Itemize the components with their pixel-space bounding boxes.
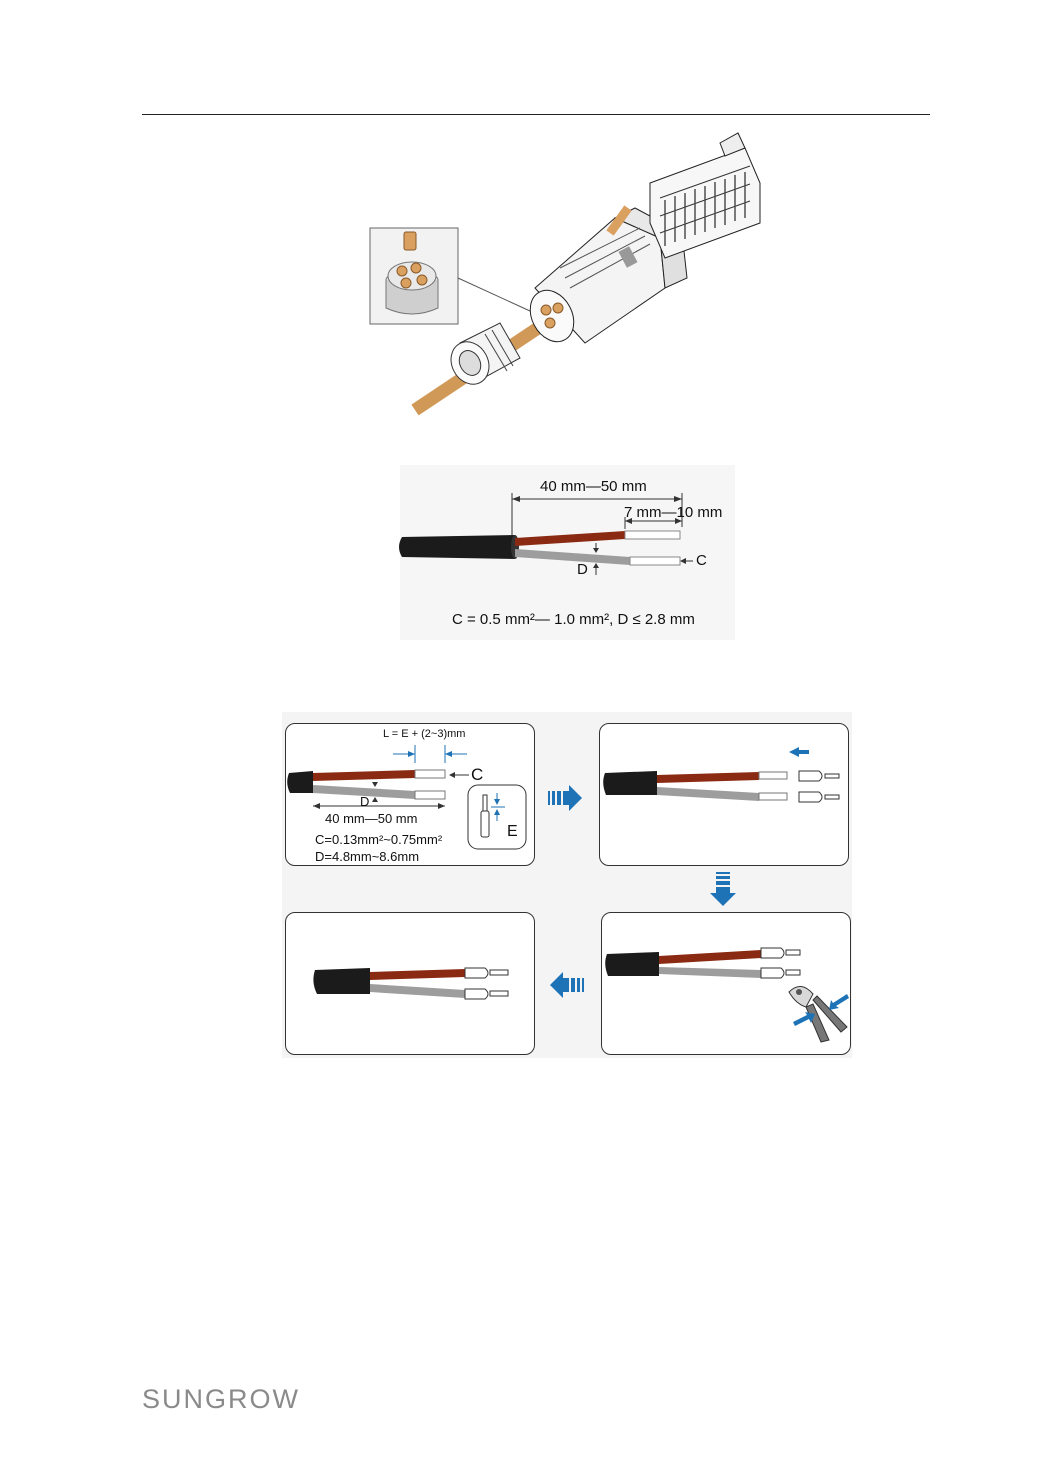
l-formula: L = E + (2~3)mm	[383, 728, 466, 740]
terminal-plug	[650, 133, 760, 258]
label-d: D	[577, 561, 588, 578]
grey-conductor	[630, 557, 680, 565]
flow-arrow-down-icon	[710, 872, 736, 908]
step1-dimension: 40 mm—50 mm	[325, 811, 418, 826]
connector-assembly-figure	[360, 128, 790, 418]
step1-label-d: D	[360, 794, 370, 809]
brand-logo: SUNGROW	[142, 1384, 300, 1414]
inset-leader	[458, 278, 530, 311]
step-3-drawing	[601, 912, 851, 1055]
step1-label-c: C	[471, 765, 484, 784]
inner-dimension-label: 7 mm—10 mm	[624, 504, 723, 521]
step1-d-range: D=4.8mm~8.6mm	[315, 849, 420, 864]
inset-pin	[404, 232, 416, 250]
red-wire	[515, 531, 625, 546]
step1-c-range: C=0.13mm²~0.75mm²	[315, 832, 443, 847]
step-4-drawing	[285, 912, 535, 1055]
label-c: C	[696, 552, 707, 569]
cable-jacket	[399, 535, 515, 559]
dimension-formula: C = 0.5 mm²— 1.0 mm², D ≤ 2.8 mm	[452, 611, 695, 628]
outer-dimension-label: 40 mm—50 mm	[540, 478, 647, 495]
crimping-tool-icon	[789, 986, 847, 1042]
ferrule-icon	[799, 771, 839, 802]
header-rule	[142, 114, 930, 115]
press-arrow-icon-right	[829, 994, 849, 1010]
grey-wire	[515, 549, 630, 565]
red-conductor	[625, 531, 680, 539]
step1-label-e: E	[507, 823, 518, 840]
press-arrow-icon-left	[793, 1012, 815, 1026]
flow-arrow-left-icon	[549, 972, 585, 998]
insert-arrow-icon	[789, 747, 809, 757]
step-2-drawing	[599, 723, 849, 866]
flow-arrow-right-icon	[548, 785, 584, 811]
